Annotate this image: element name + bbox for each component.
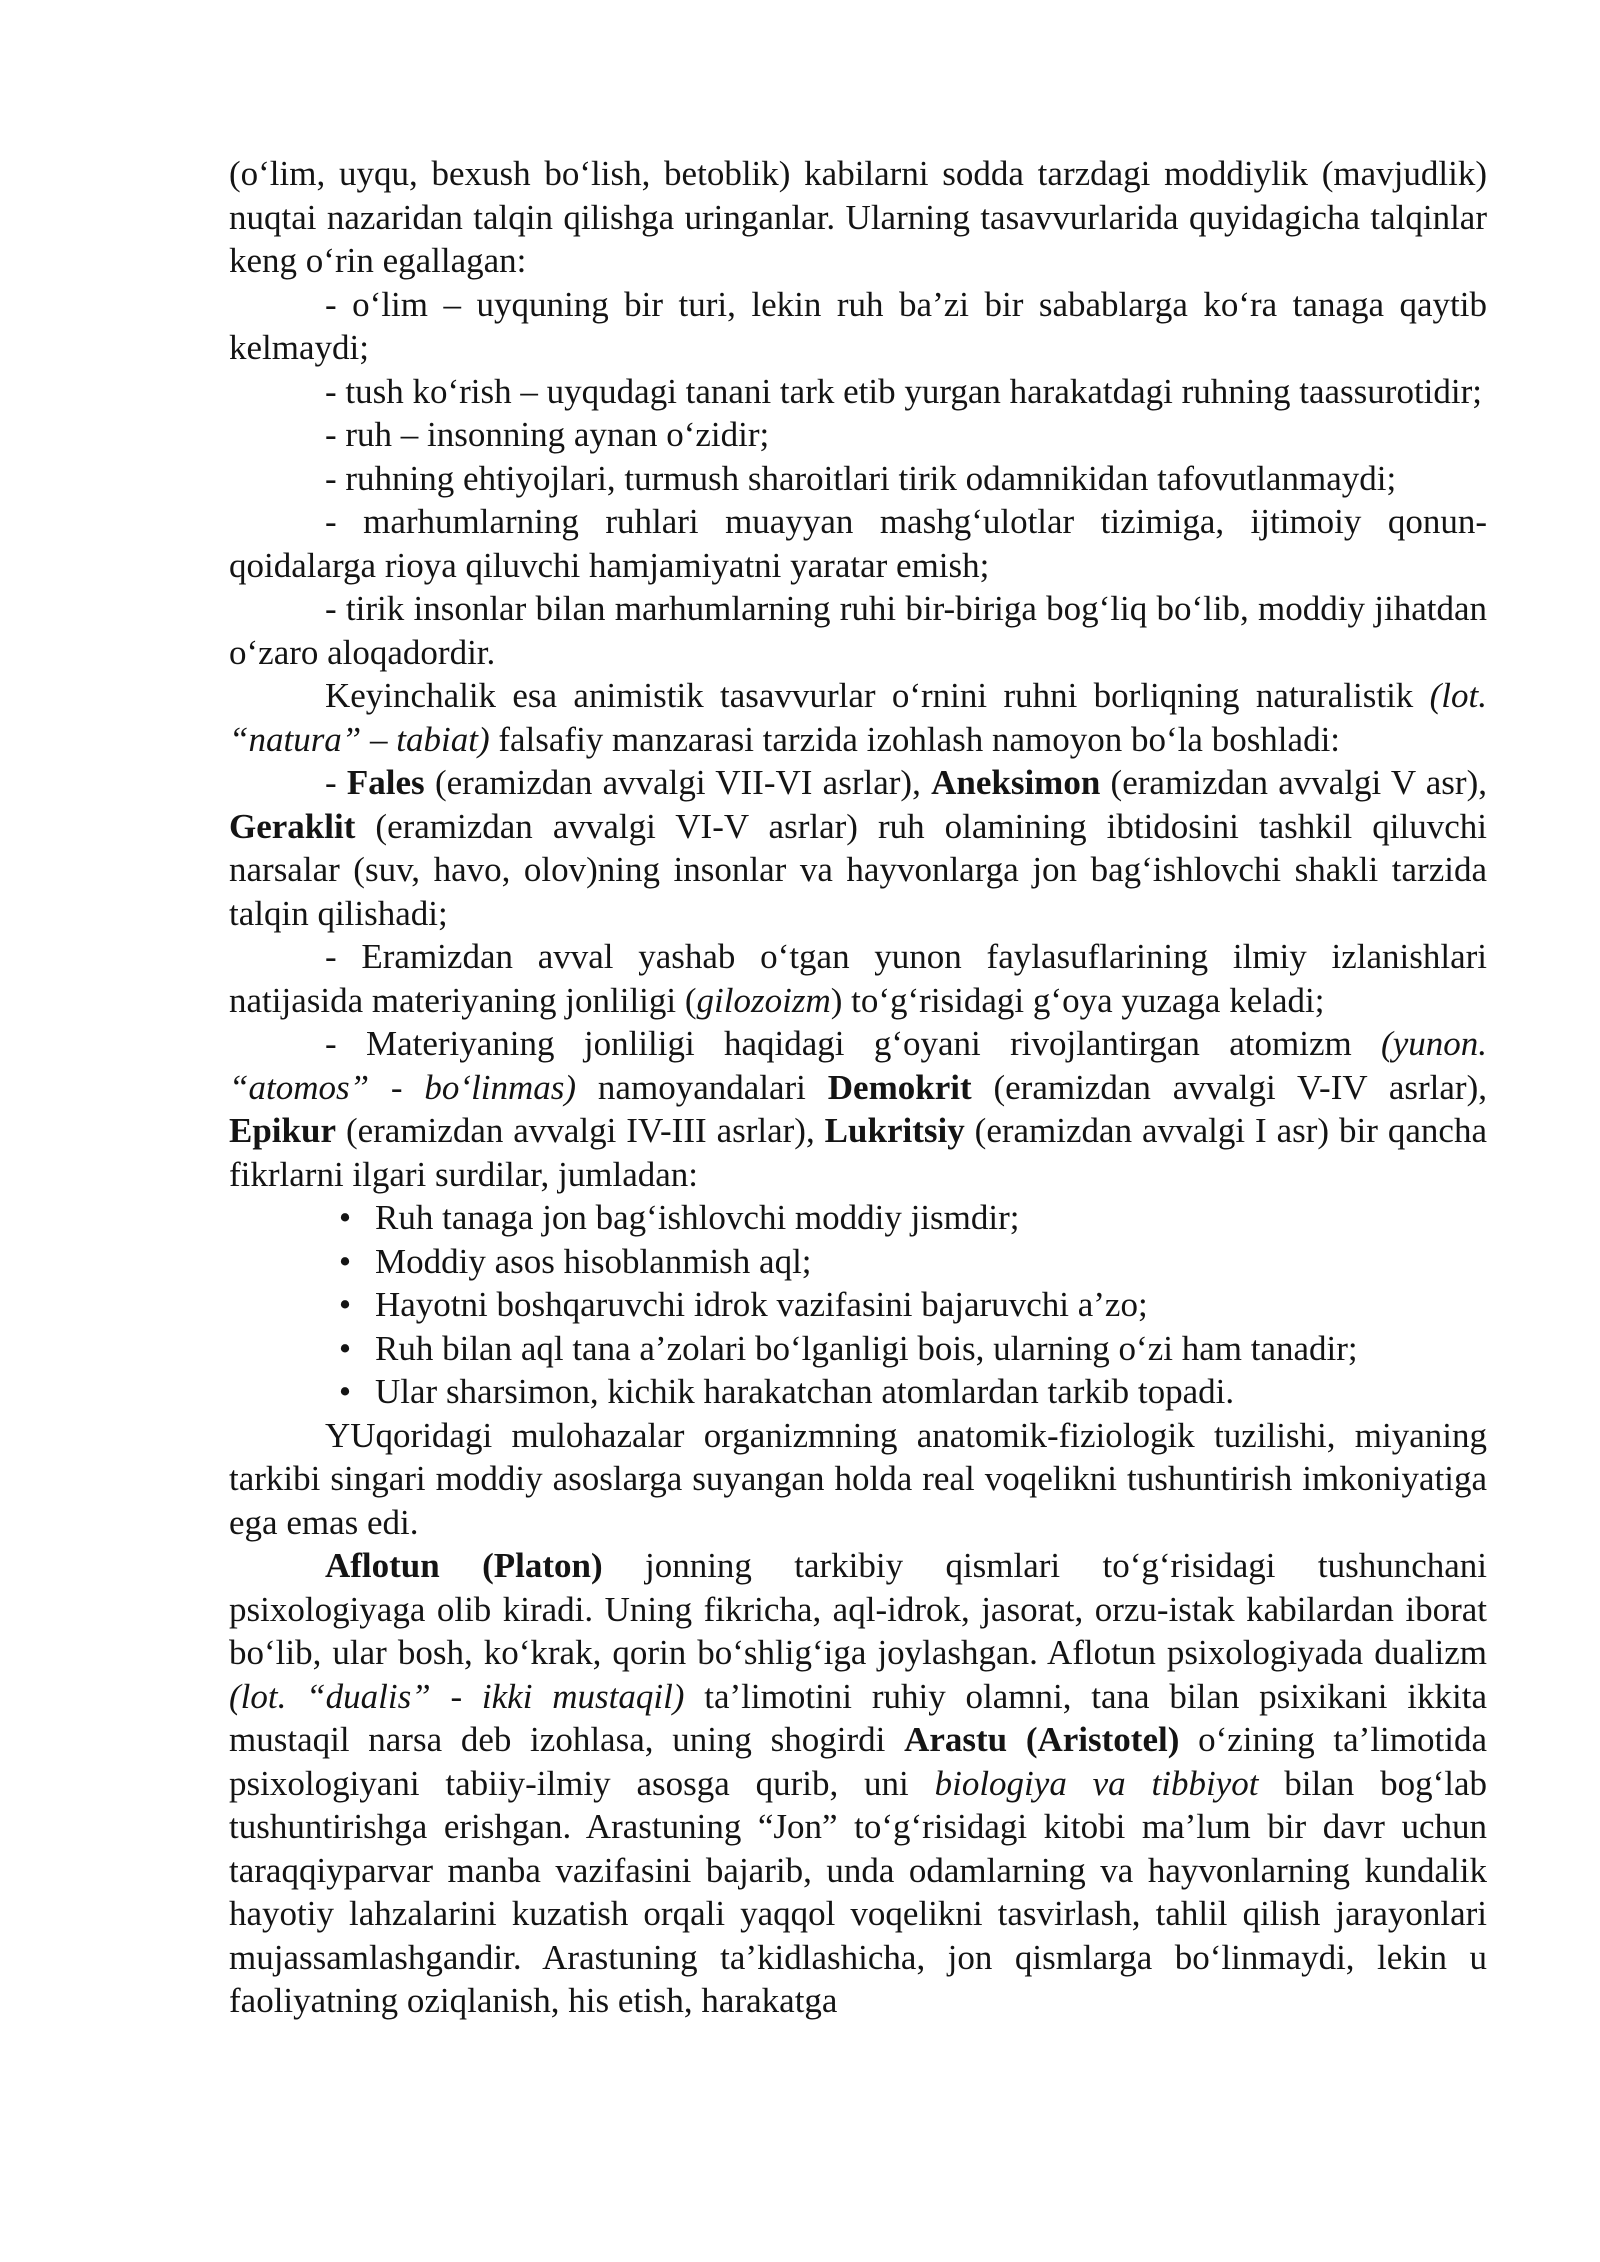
paragraph	[229, 674, 1487, 761]
text-run: (eramizdan avvalgi V-IV asrlar),	[971, 1067, 1487, 1107]
bullet-list	[229, 1196, 1487, 1414]
text-run: ) to‘g‘risidagi g‘oya yuzaga keladi;	[830, 980, 1325, 1020]
text-run: namoyandalari	[576, 1067, 828, 1107]
bold-text: Lukritsiy	[824, 1111, 965, 1150]
bold-text: Arastu (Aristotel)	[904, 1720, 1180, 1759]
bullet-dot-icon: •	[338, 1241, 352, 1281]
bold-text: Geraklit	[229, 806, 356, 846]
paragraph	[229, 1544, 1487, 2023]
paragraph	[229, 283, 1487, 370]
text-run: (eramizdan avvalgi VI-V asrlar) ruh olamining ibtidosini tashkil qiluvchi narsalar (suv, havo, olov)ning insonlar va hayvonlarga jon bag‘ishlovchi shakli tarzida talqin qilishadi;	[229, 806, 1487, 933]
italic-text: gilozoizm	[696, 980, 831, 1020]
bullet-text: Moddiy asos hisoblanmish aql;	[375, 1241, 812, 1281]
text-run: - ruh – insonning aynan o‘zidir;	[325, 415, 770, 454]
paragraph	[229, 1022, 1487, 1196]
bold-text: Demokrit	[827, 1067, 972, 1107]
document-page	[229, 152, 1487, 2023]
italic-text: (lot. “dualis” - ikki mustaqil)	[229, 1676, 685, 1716]
italic-text: (yunon. “atomos” - bo‘linmas)	[229, 1024, 1487, 1107]
bullet-dot-icon: •	[338, 1328, 352, 1368]
text-run: - marhumlarning ruhlari muayyan mashg‘ulotlar tizimiga, ijtimoiy qonun-qoidalarga rioya qiluvchi hamjamiyatni yaratar emish;	[229, 502, 1487, 585]
paragraph	[229, 413, 1487, 457]
text-run: (o‘lim, uyqu, bexush bo‘lish, betoblik) kabilarni sodda tarzdagi moddiylik (mavjudlik) nuqtai nazaridan talqin qilishga uringanlar. Ularning tasavvurlarida quyidagicha talqinlar keng o‘rin egallagan:	[229, 154, 1487, 280]
text-run: (eramizdan avvalgi IV-III asrlar),	[336, 1111, 825, 1150]
paragraphs-before-list	[229, 152, 1487, 1196]
text-run: - Eramizdan avval yashab o‘tgan yunon faylasuflarining ilmiy izlanishlari natijasida materiyaning jonliligi (	[229, 937, 1487, 1020]
text-run: bilan bog‘lab tushuntirishga erishgan. Arastuning “Jon” to‘g‘risidagi kitobi ma’lum bir davr uchun taraqqiyparvar manba vazifasini bajarib, unda odamlarning va hayvonlarning kundalik hayotiy lahzalarini kuzatish orqali yaqqol voqelikni tasvirlash, tahlil qilish jarayonlari mujassamlashgandir. Arastuning ta’kidlashicha, jon qismlarga bo‘linmaydi, lekin u faoliyatning oziqlanish, his etish, harakatga	[229, 1763, 1487, 2020]
bold-text: Epikur	[229, 1111, 336, 1150]
text-run: - ruhning ehtiyojlari, turmush sharoitlari tirik odamnikidan tafovutlanmaydi;	[325, 458, 1397, 498]
text-run: o‘zining ta’limotida psixologiyani tabiiy-ilmiy asosga qurib, uni	[229, 1720, 1487, 1803]
paragraph	[229, 761, 1487, 935]
paragraph	[229, 370, 1487, 414]
paragraph	[229, 500, 1487, 587]
bullet-text: Ruh tanaga jon bag‘ishlovchi moddiy jismdir;	[375, 1198, 1020, 1237]
paragraph	[229, 935, 1487, 1022]
bullet-dot-icon: •	[338, 1372, 352, 1411]
bold-text: Aflotun (Platon)	[325, 1546, 603, 1585]
bullet-text: Hayotni boshqaruvchi idrok vazifasini bajaruvchi a’zo;	[375, 1285, 1148, 1324]
text-run: falsafiy manzarasi tarzida izohlash namoyon bo‘la boshladi:	[489, 719, 1341, 759]
bold-text: Fales	[346, 763, 425, 802]
bullet-text: Ular sharsimon, kichik harakatchan atomlardan tarkib topadi.	[375, 1372, 1235, 1411]
paragraph	[229, 1414, 1487, 1545]
bullet-item	[229, 1327, 1487, 1371]
bullet-item	[229, 1196, 1487, 1240]
bold-text: Aneksimon	[931, 763, 1101, 802]
italic-text: biologiya va tibbiyot	[934, 1763, 1259, 1803]
bullet-dot-icon: •	[338, 1198, 352, 1237]
text-run: - Materiyaning jonliligi haqidagi g‘oyani rivojlantirgan atomizm	[325, 1024, 1382, 1063]
text-run: -	[325, 763, 347, 802]
bullet-dot-icon: •	[338, 1285, 352, 1324]
paragraph	[229, 457, 1487, 501]
paragraphs-after-list	[229, 1414, 1487, 2023]
bullet-item	[229, 1240, 1487, 1284]
bullet-item	[229, 1370, 1487, 1414]
text-run: - tush ko‘rish – uyqudagi tanani tark etib yurgan harakatdagi ruhning taassurotidir;	[325, 371, 1482, 411]
text-run: jonning tarkibiy qismlari to‘g‘risidagi tushunchani psixologiyaga olib kiradi. Uning fikricha, aql-idrok, jasorat, orzu-istak kabilardan iborat bo‘lib, ular bosh, ko‘krak, qorin bo‘shlig‘iga joylashgan. Aflotun psixologiyada dualizm	[229, 1546, 1487, 1672]
bullet-item	[229, 1283, 1487, 1327]
italic-text: (lot. “natura” – tabiat)	[229, 676, 1487, 759]
text-run: (eramizdan avvalgi I asr) bir qancha fikrlarni ilgari surdilar, jumladan:	[229, 1111, 1487, 1194]
paragraph	[229, 152, 1487, 283]
text-run: - tirik insonlar bilan marhumlarning ruhi bir-biriga bog‘liq bo‘lib, moddiy jihatdan o‘zaro aloqadordir.	[229, 589, 1487, 672]
text-run: (eramizdan avvalgi VII-VI asrlar),	[424, 763, 932, 802]
paragraph	[229, 587, 1487, 674]
text-run: YUqoridagi mulohazalar organizmning anatomik-fiziologik tuzilishi, miyaning tarkibi singari moddiy asoslarga suyangan holda real voqelikni tushuntirish imkoniyatiga ega emas edi.	[229, 1415, 1487, 1542]
text-run: (eramizdan avvalgi V asr),	[1100, 763, 1487, 802]
bullet-text: Ruh bilan aql tana a’zolari bo‘lganligi bois, ularning o‘zi ham tanadir;	[375, 1328, 1358, 1368]
text-run: ta’limotini ruhiy olamni, tana bilan psixikani ikkita mustaqil narsa deb izohlasa, uning shogirdi	[229, 1676, 1488, 1759]
text-run: - o‘lim – uyquning bir turi, lekin ruh ba’zi bir sabablarga ko‘ra tanaga qaytib kelmaydi;	[229, 284, 1487, 367]
text-run: Keyinchalik esa animistik tasavvurlar o‘rnini ruhni borliqning naturalistik	[325, 676, 1430, 715]
